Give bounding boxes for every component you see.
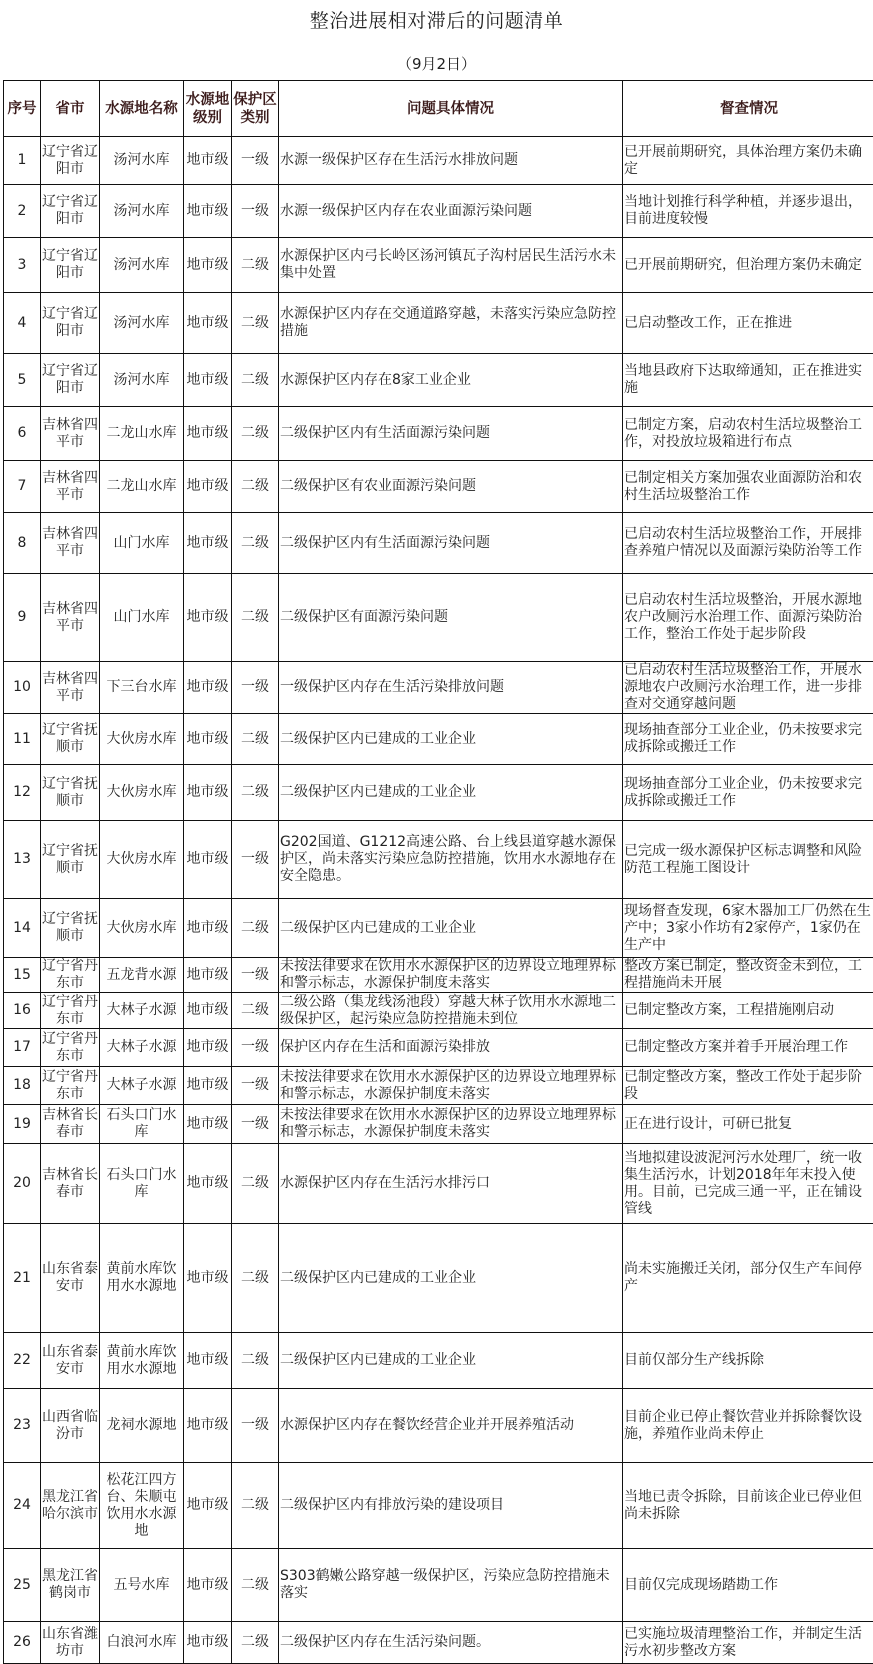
row-zone: 一级 bbox=[232, 958, 279, 993]
row-region: 山东省泰安市 bbox=[41, 1224, 100, 1333]
row-zone: 二级 bbox=[232, 293, 279, 354]
row-problem: 水源保护区内存在8家工业企业 bbox=[279, 354, 623, 407]
row-status: 已制定相关方案加强农业面源防治和农村生活垃圾整治工作 bbox=[623, 461, 873, 513]
row-source: 大伙房水库 bbox=[100, 899, 184, 958]
row-region: 辽宁省丹东市 bbox=[41, 1067, 100, 1105]
row-zone: 二级 bbox=[232, 899, 279, 958]
table-row bbox=[4, 137, 873, 185]
row-no: 20 bbox=[4, 1144, 41, 1224]
row-level: 地市级 bbox=[184, 958, 232, 993]
row-source: 汤河水库 bbox=[100, 137, 184, 185]
row-region: 山东省潍坊市 bbox=[41, 1622, 100, 1664]
row-level: 地市级 bbox=[184, 1144, 232, 1224]
row-problem: 二级保护区内有排放污染的建设项目 bbox=[279, 1463, 623, 1549]
row-zone: 一级 bbox=[232, 185, 279, 238]
row-zone: 二级 bbox=[232, 993, 279, 1029]
row-no: 25 bbox=[4, 1549, 41, 1622]
row-region: 黑龙江省哈尔滨市 bbox=[41, 1463, 100, 1549]
table-row bbox=[4, 821, 873, 899]
row-no: 4 bbox=[4, 293, 41, 354]
row-source: 汤河水库 bbox=[100, 293, 184, 354]
row-no: 5 bbox=[4, 354, 41, 407]
row-region: 吉林省长春市 bbox=[41, 1105, 100, 1144]
table-row bbox=[4, 407, 873, 461]
row-region: 山东省泰安市 bbox=[41, 1333, 100, 1389]
row-problem: 水源保护区内存在交通道路穿越，未落实污染应急防控措施 bbox=[279, 293, 623, 354]
row-level: 地市级 bbox=[184, 1463, 232, 1549]
table-row bbox=[4, 899, 873, 958]
row-no: 13 bbox=[4, 821, 41, 899]
row-no: 7 bbox=[4, 461, 41, 513]
header-region: 省市 bbox=[41, 81, 100, 137]
row-region: 吉林省四平市 bbox=[41, 662, 100, 714]
row-no: 18 bbox=[4, 1067, 41, 1105]
row-status: 目前企业已停止餐饮营业并拆除餐饮设施，养殖作业尚未停止 bbox=[623, 1389, 873, 1463]
row-level: 地市级 bbox=[184, 821, 232, 899]
row-level: 地市级 bbox=[184, 662, 232, 714]
row-problem: 一级保护区内存在生活污染排放问题 bbox=[279, 662, 623, 714]
row-status: 已制定整改方案，整改工作处于起步阶段 bbox=[623, 1067, 873, 1105]
header-zone: 保护区类别 bbox=[232, 81, 279, 137]
row-source: 大林子水源 bbox=[100, 993, 184, 1029]
row-status: 当地已责令拆除，目前该企业已停业但尚未拆除 bbox=[623, 1463, 873, 1549]
row-source: 下三台水库 bbox=[100, 662, 184, 714]
row-no: 12 bbox=[4, 765, 41, 821]
row-status: 已制定方案，启动农村生活垃圾整治工作，对投放垃圾箱进行布点 bbox=[623, 407, 873, 461]
row-zone: 二级 bbox=[232, 407, 279, 461]
table-row bbox=[4, 958, 873, 993]
row-zone: 二级 bbox=[232, 765, 279, 821]
row-zone: 二级 bbox=[232, 1549, 279, 1622]
row-region: 黑龙江省鹤岗市 bbox=[41, 1549, 100, 1622]
table-row bbox=[4, 662, 873, 714]
row-zone: 一级 bbox=[232, 1029, 279, 1067]
row-region: 辽宁省辽阳市 bbox=[41, 238, 100, 293]
row-region: 辽宁省丹东市 bbox=[41, 993, 100, 1029]
row-source: 大林子水源 bbox=[100, 1067, 184, 1105]
row-level: 地市级 bbox=[184, 407, 232, 461]
row-problem: 二级保护区内有生活面源污染问题 bbox=[279, 407, 623, 461]
row-zone: 一级 bbox=[232, 1389, 279, 1463]
row-no: 3 bbox=[4, 238, 41, 293]
row-source: 山门水库 bbox=[100, 574, 184, 662]
row-problem: 二级保护区内已建成的工业企业 bbox=[279, 1333, 623, 1389]
row-level: 地市级 bbox=[184, 1105, 232, 1144]
header-no: 序号 bbox=[4, 81, 41, 137]
row-no: 16 bbox=[4, 993, 41, 1029]
header-status: 督查情况 bbox=[623, 81, 873, 137]
row-status: 整改方案已制定，整改资金未到位，工程措施尚未开展 bbox=[623, 958, 873, 993]
row-level: 地市级 bbox=[184, 1067, 232, 1105]
row-source: 白浪河水库 bbox=[100, 1622, 184, 1664]
row-zone: 二级 bbox=[232, 714, 279, 765]
row-level: 地市级 bbox=[184, 293, 232, 354]
row-source: 汤河水库 bbox=[100, 354, 184, 407]
row-no: 10 bbox=[4, 662, 41, 714]
row-zone: 二级 bbox=[232, 238, 279, 293]
row-problem: 水源保护区内弓长岭区汤河镇瓦子沟村居民生活污水未集中处置 bbox=[279, 238, 623, 293]
table-row bbox=[4, 1622, 873, 1664]
row-level: 地市级 bbox=[184, 461, 232, 513]
row-level: 地市级 bbox=[184, 1622, 232, 1664]
issues-table bbox=[3, 80, 873, 1664]
row-source: 石头口门水库 bbox=[100, 1144, 184, 1224]
table-row bbox=[4, 293, 873, 354]
table-row bbox=[4, 513, 873, 574]
document-title: 整治进展相对滞后的问题清单 bbox=[0, 6, 873, 33]
row-zone: 二级 bbox=[232, 574, 279, 662]
document-date: （9月2日） bbox=[0, 53, 873, 74]
row-zone: 二级 bbox=[232, 1463, 279, 1549]
row-problem: 二级保护区内已建成的工业企业 bbox=[279, 1224, 623, 1333]
row-source: 二龙山水库 bbox=[100, 461, 184, 513]
row-no: 15 bbox=[4, 958, 41, 993]
row-region: 辽宁省丹东市 bbox=[41, 1029, 100, 1067]
row-level: 地市级 bbox=[184, 354, 232, 407]
row-zone: 二级 bbox=[232, 1622, 279, 1664]
row-level: 地市级 bbox=[184, 993, 232, 1029]
row-zone: 一级 bbox=[232, 137, 279, 185]
row-region: 山西省临汾市 bbox=[41, 1389, 100, 1463]
row-no: 26 bbox=[4, 1622, 41, 1664]
table-row bbox=[4, 1067, 873, 1105]
row-problem: 二级保护区内已建成的工业企业 bbox=[279, 899, 623, 958]
row-no: 8 bbox=[4, 513, 41, 574]
row-status: 尚未实施搬迁关闭，部分仅生产车间停产 bbox=[623, 1224, 873, 1333]
row-no: 2 bbox=[4, 185, 41, 238]
row-source: 大林子水源 bbox=[100, 1029, 184, 1067]
row-region: 吉林省四平市 bbox=[41, 461, 100, 513]
row-status: 已制定整改方案并着手开展治理工作 bbox=[623, 1029, 873, 1067]
row-region: 辽宁省抚顺市 bbox=[41, 714, 100, 765]
row-level: 地市级 bbox=[184, 1549, 232, 1622]
row-problem: 二级保护区内存在生活污染问题。 bbox=[279, 1622, 623, 1664]
row-region: 吉林省四平市 bbox=[41, 574, 100, 662]
row-no: 19 bbox=[4, 1105, 41, 1144]
table-row bbox=[4, 1549, 873, 1622]
header-source: 水源地名称 bbox=[100, 81, 184, 137]
row-problem: 保护区内存在生活和面源污染排放 bbox=[279, 1029, 623, 1067]
table-body bbox=[4, 137, 873, 1664]
row-zone: 一级 bbox=[232, 821, 279, 899]
row-status: 已开展前期研究，具体治理方案仍未确定 bbox=[623, 137, 873, 185]
row-problem: 水源保护区内存在餐饮经营企业并开展养殖活动 bbox=[279, 1389, 623, 1463]
row-zone: 二级 bbox=[232, 1224, 279, 1333]
row-status: 现场抽查部分工业企业，仍未按要求完成拆除或搬迁工作 bbox=[623, 714, 873, 765]
row-no: 24 bbox=[4, 1463, 41, 1549]
row-level: 地市级 bbox=[184, 574, 232, 662]
row-status: 已完成一级水源保护区标志调整和风险防范工程施工图设计 bbox=[623, 821, 873, 899]
table-row bbox=[4, 1105, 873, 1144]
table-row bbox=[4, 1333, 873, 1389]
row-status: 当地拟建设波泥河污水处理厂，统一收集生活污水，计划2018年年末投入使用。目前，已完成三通一平，正在铺设管线 bbox=[623, 1144, 873, 1224]
row-level: 地市级 bbox=[184, 238, 232, 293]
row-no: 22 bbox=[4, 1333, 41, 1389]
row-region: 辽宁省丹东市 bbox=[41, 958, 100, 993]
row-problem: 水源一级保护区内存在农业面源污染问题 bbox=[279, 185, 623, 238]
row-level: 地市级 bbox=[184, 1224, 232, 1333]
row-status: 已启动农村生活垃圾整治工作，开展水源地农户改厕污水治理工作，进一步排查对交通穿越问题 bbox=[623, 662, 873, 714]
row-status: 当地计划推行科学种植，并逐步退出，目前进度较慢 bbox=[623, 185, 873, 238]
row-region: 辽宁省辽阳市 bbox=[41, 185, 100, 238]
row-region: 辽宁省抚顺市 bbox=[41, 899, 100, 958]
row-zone: 一级 bbox=[232, 1105, 279, 1144]
table-row bbox=[4, 574, 873, 662]
row-problem: S303鹤嫩公路穿越一级保护区，污染应急防控措施未落实 bbox=[279, 1549, 623, 1622]
row-status: 目前仅完成现场踏勘工作 bbox=[623, 1549, 873, 1622]
row-status: 当地县政府下达取缔通知，正在推进实施 bbox=[623, 354, 873, 407]
row-level: 地市级 bbox=[184, 137, 232, 185]
row-level: 地市级 bbox=[184, 1333, 232, 1389]
row-region: 辽宁省抚顺市 bbox=[41, 821, 100, 899]
row-source: 松花江四方台、朱顺屯饮用水水源地 bbox=[100, 1463, 184, 1549]
row-problem: 未按法律要求在饮用水水源保护区的边界设立地理界标和警示标志，水源保护制度未落实 bbox=[279, 1105, 623, 1144]
table-row bbox=[4, 993, 873, 1029]
row-no: 1 bbox=[4, 137, 41, 185]
row-source: 五号水库 bbox=[100, 1549, 184, 1622]
table-row bbox=[4, 1224, 873, 1333]
header-level: 水源地级别 bbox=[184, 81, 232, 137]
row-source: 汤河水库 bbox=[100, 185, 184, 238]
table-row bbox=[4, 1389, 873, 1463]
table-row bbox=[4, 1144, 873, 1224]
row-status: 现场督查发现，6家木器加工厂仍然在生产中；3家小作坊有2家停产，1家仍在生产中 bbox=[623, 899, 873, 958]
row-no: 11 bbox=[4, 714, 41, 765]
row-status: 已启动农村生活垃圾整治，开展水源地农户改厕污水治理工作、面源污染防治工作，整治工作处于起步阶段 bbox=[623, 574, 873, 662]
row-region: 吉林省长春市 bbox=[41, 1144, 100, 1224]
row-problem: 二级保护区内已建成的工业企业 bbox=[279, 714, 623, 765]
row-status: 已启动农村生活垃圾整治工作，开展排查养殖户情况以及面源污染防治等工作 bbox=[623, 513, 873, 574]
row-source: 大伙房水库 bbox=[100, 714, 184, 765]
table-header-row bbox=[4, 81, 873, 137]
row-region: 吉林省四平市 bbox=[41, 407, 100, 461]
table-row bbox=[4, 354, 873, 407]
row-level: 地市级 bbox=[184, 765, 232, 821]
row-problem: 未按法律要求在饮用水水源保护区的边界设立地理界标和警示标志，水源保护制度未落实 bbox=[279, 1067, 623, 1105]
row-source: 大伙房水库 bbox=[100, 765, 184, 821]
row-problem: 水源保护区内存在生活污水排污口 bbox=[279, 1144, 623, 1224]
row-region: 辽宁省辽阳市 bbox=[41, 354, 100, 407]
row-region: 辽宁省抚顺市 bbox=[41, 765, 100, 821]
row-source: 石头口门水库 bbox=[100, 1105, 184, 1144]
table-row bbox=[4, 765, 873, 821]
row-no: 17 bbox=[4, 1029, 41, 1067]
row-status: 正在进行设计，可研已批复 bbox=[623, 1105, 873, 1144]
row-level: 地市级 bbox=[184, 185, 232, 238]
row-no: 23 bbox=[4, 1389, 41, 1463]
row-zone: 二级 bbox=[232, 354, 279, 407]
row-problem: 未按法律要求在饮用水水源保护区的边界设立地理界标和警示标志，水源保护制度未落实 bbox=[279, 958, 623, 993]
row-no: 6 bbox=[4, 407, 41, 461]
row-status: 目前仅部分生产线拆除 bbox=[623, 1333, 873, 1389]
row-problem: 二级保护区有面源污染问题 bbox=[279, 574, 623, 662]
table-row bbox=[4, 1463, 873, 1549]
row-zone: 二级 bbox=[232, 1144, 279, 1224]
row-level: 地市级 bbox=[184, 899, 232, 958]
row-source: 黄前水库饮用水水源地 bbox=[100, 1333, 184, 1389]
row-status: 现场抽查部分工业企业，仍未按要求完成拆除或搬迁工作 bbox=[623, 765, 873, 821]
row-zone: 二级 bbox=[232, 513, 279, 574]
row-zone: 二级 bbox=[232, 461, 279, 513]
row-level: 地市级 bbox=[184, 1389, 232, 1463]
row-problem: 二级公路（集龙线汤池段）穿越大林子饮用水水源地二级保护区，起污染应急防控措施未到位 bbox=[279, 993, 623, 1029]
row-problem: 二级保护区内已建成的工业企业 bbox=[279, 765, 623, 821]
row-status: 已启动整改工作，正在推进 bbox=[623, 293, 873, 354]
row-problem: 水源一级保护区存在生活污水排放问题 bbox=[279, 137, 623, 185]
row-no: 9 bbox=[4, 574, 41, 662]
row-source: 山门水库 bbox=[100, 513, 184, 574]
row-status: 已实施垃圾清理整治工作，并制定生活污水初步整改方案 bbox=[623, 1622, 873, 1664]
row-no: 14 bbox=[4, 899, 41, 958]
row-source: 汤河水库 bbox=[100, 238, 184, 293]
row-region: 吉林省四平市 bbox=[41, 513, 100, 574]
row-no: 21 bbox=[4, 1224, 41, 1333]
row-level: 地市级 bbox=[184, 513, 232, 574]
row-source: 大伙房水库 bbox=[100, 821, 184, 899]
table-row bbox=[4, 461, 873, 513]
table-row bbox=[4, 1029, 873, 1067]
row-level: 地市级 bbox=[184, 1029, 232, 1067]
row-source: 黄前水库饮用水水源地 bbox=[100, 1224, 184, 1333]
row-problem: 二级保护区内有生活面源污染问题 bbox=[279, 513, 623, 574]
row-zone: 二级 bbox=[232, 1333, 279, 1389]
header-problem: 问题具体情况 bbox=[279, 81, 623, 137]
row-source: 五龙背水源 bbox=[100, 958, 184, 993]
row-status: 已制定整改方案，工程措施刚启动 bbox=[623, 993, 873, 1029]
row-status: 已开展前期研究，但治理方案仍未确定 bbox=[623, 238, 873, 293]
row-source: 二龙山水库 bbox=[100, 407, 184, 461]
row-zone: 一级 bbox=[232, 1067, 279, 1105]
table-row bbox=[4, 714, 873, 765]
row-region: 辽宁省辽阳市 bbox=[41, 137, 100, 185]
row-problem: G202国道、G1212高速公路、台上线县道穿越水源保护区，尚未落实污染应急防控措施，饮用水水源地存在安全隐患。 bbox=[279, 821, 623, 899]
table-row bbox=[4, 185, 873, 238]
row-problem: 二级保护区有农业面源污染问题 bbox=[279, 461, 623, 513]
table-row bbox=[4, 238, 873, 293]
row-source: 龙祠水源地 bbox=[100, 1389, 184, 1463]
row-zone: 一级 bbox=[232, 662, 279, 714]
row-region: 辽宁省辽阳市 bbox=[41, 293, 100, 354]
row-level: 地市级 bbox=[184, 714, 232, 765]
